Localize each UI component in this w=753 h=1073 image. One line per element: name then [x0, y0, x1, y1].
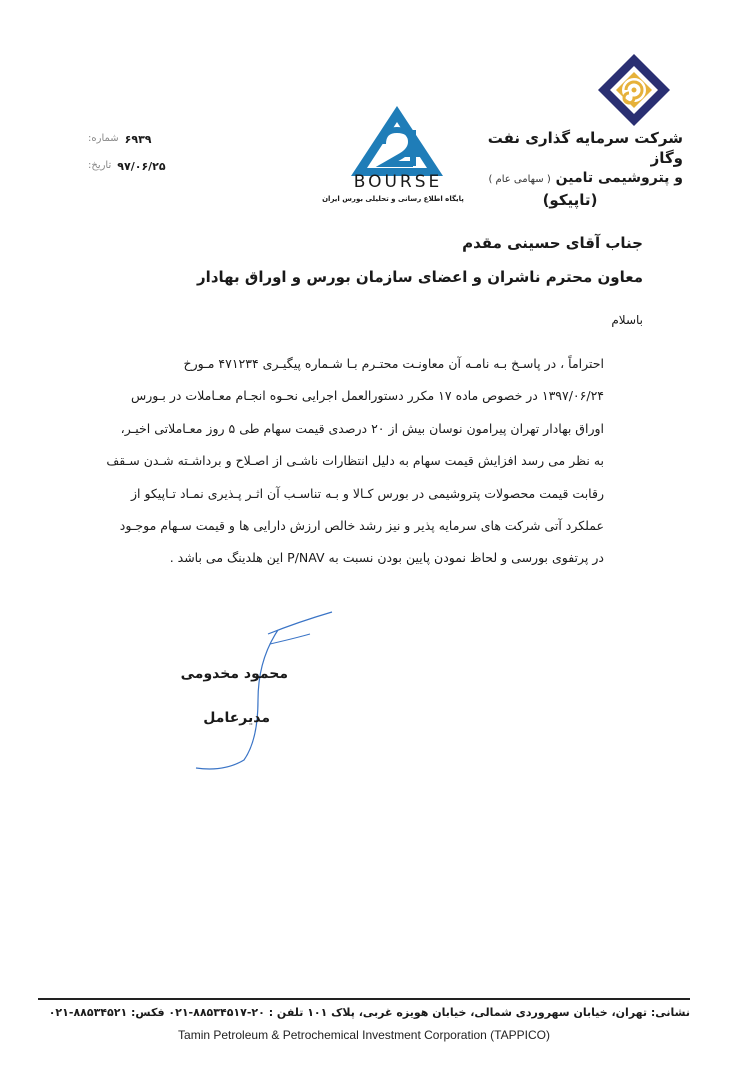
body-line: رقابت قیمت محصولات پتروشیمی در بورس کـالا و بـه تناسـب آن اثـر پـذیری نمـاد تـاپیکو از: [130, 485, 604, 501]
bourse-logo: [343, 104, 451, 180]
handwritten-signature: [186, 604, 346, 774]
body-line: به نظر می رسد افزایش قیمت سهام به دلیل انتظارات ناشـی از اصـلاح و برداشـته شـدن سـقف: [106, 453, 604, 469]
bourse-tagline: پایگاه اطلاع رسانی و تحلیلی بورس ایران: [322, 195, 464, 203]
signatory-title: مدیرعامل: [203, 710, 270, 726]
company-name-line2-main: و پتروشیمی تامین: [555, 170, 683, 186]
bourse-wordmark: BOURSE: [353, 172, 443, 192]
letter-number-value: ۶۹۳۹: [124, 133, 152, 146]
company-name-line2: [453, 168, 683, 190]
greeting: باسلام: [611, 313, 643, 327]
body-line: اوراق بهادار تهران پیرامون نوسان بیش از ۲۰ درصدی قیمت سهام طی ۵ روز معـاملاتی اخیـر،: [120, 420, 604, 436]
company-type: ( سهامی عام ): [488, 174, 551, 185]
letter-date: [88, 160, 188, 173]
body-line: ۱۳۹۷/۰۶/۲۴ در خصوص ماده ۱۷ مکرر دستورالعمل اجرایی نحـوه انجـام معـاملات در بـورس: [130, 388, 604, 404]
letter-body: [96, 348, 604, 575]
company-logo: [596, 52, 672, 128]
body-line: در پرتفوی بورسی و لحاظ نمودن پایین بودن نسبت به P/NAV این هلدینگ می باشد .: [169, 550, 604, 566]
letter-number: [88, 133, 188, 146]
footer-address: نشانی: تهران، خیابان سهروردی شمالی، خیابان هویزه غربی، پلاک ۱۰۱ تلفن : ۲۰-۸۸۵۳۴۵۱۷-۰۲۱ فکس: ۸۸۵۳۴۵۲۱-۰۲۱: [48, 1006, 690, 1019]
addressee-name: جناب آقای حسینی مقدم: [462, 234, 643, 252]
addressee-title: معاون محترم ناشران و اعضای سازمان بورس و اوراق بهادار: [197, 268, 643, 286]
signatory-name: محمود مخدومی: [180, 666, 288, 682]
footer-divider: [38, 998, 690, 1000]
company-name-line3: (تاپیکو): [542, 191, 598, 209]
footer-company-english: Tamin Petroleum & Petrochemical Investment Corporation (TAPPICO): [178, 1028, 550, 1042]
company-name-line1: شرکت سرمایه گذاری نفت وگاز: [487, 129, 683, 167]
letter-number-label: شماره:: [88, 133, 119, 144]
company-name: [453, 128, 683, 210]
body-line: احتراماً ، در پاسـخ بـه نامـه آن معاونـت محتـرم بـا شـماره پیگیـری ۴۷۱۲۳۴ مـورخ: [183, 356, 604, 371]
body-line: عملکرد آتی شرکت های سرمایه پذیر و نیز رشد خالص ارزش دارایی ها و قیمت سـهام موجـود: [119, 518, 604, 534]
letter-date-value: ۹۷/۰۶/۲۵: [117, 160, 166, 173]
letter-date-label: تاریخ:: [88, 160, 112, 171]
